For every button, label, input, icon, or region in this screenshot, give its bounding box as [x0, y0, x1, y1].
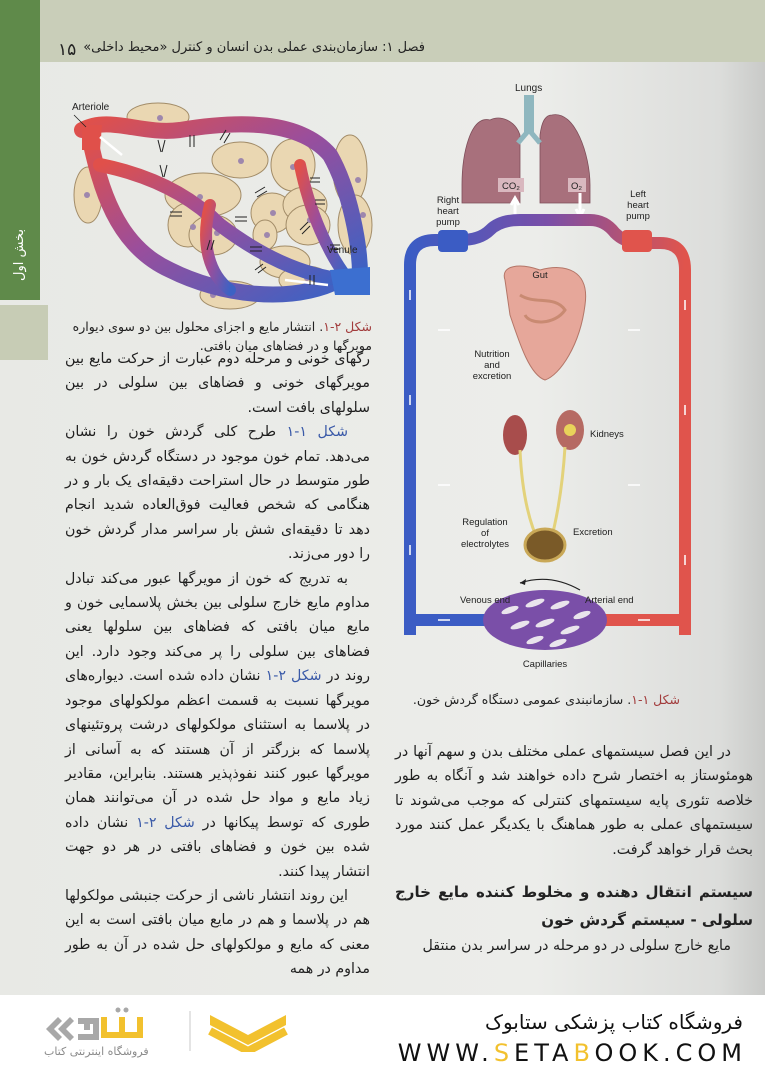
kidneys-label: Kidneys [590, 429, 624, 440]
figure-reference[interactable]: شکل ۲-۱ [265, 668, 322, 685]
setabook-logo[interactable] [38, 1007, 298, 1072]
figure-1-2-caption: شکل ۲-۱. انتشار مایع و اجزای محلول بین دو سوی دیواره مویرگها و در فضاهای میان بافتی. [72, 319, 372, 353]
store-title: فروشگاه کتاب پزشکی ستابوک [485, 1010, 743, 1034]
capillaries-label: Capillaries [522, 659, 568, 670]
arteriole-label: Arteriole [72, 102, 110, 113]
running-head: فصل ۱: سازمان‌بندی عملی بدن انسان و کنترل «محیط داخلی» [83, 40, 425, 55]
paragraph: در این فصل سیستمهای عملی مختلف بدن و سهم آنها در هومئوستاز به اختصار شرح داده خواهند شد و آنگاه به طور خلاصه تئوری پایه سیستمهای کنترلی که موجب می‌شوند تا سیستمهای عملی به طور هماهنگ با یکدیگر عمل کنند مورد بحث قرار خواهد گرفت. [395, 744, 753, 858]
excretion-label: Excretion [573, 527, 613, 538]
circulation-diagram [390, 75, 700, 685]
co2-label: CO₂ [502, 181, 520, 192]
venous-end-label: Venous end [460, 595, 511, 606]
left-heart-label-1: Left [630, 189, 646, 200]
svg-text:of: of [481, 528, 489, 539]
left-text-column [65, 347, 370, 982]
paragraph: شکل ۱-۱ طرح کلی گردش خون را نشان می‌دهد. تمام خون موجود در دستگاه گردش خون به طور متوسط در حال استراحت دقیقه‌ای یک بار و در هنگامی که شخص فعالیت فوق‌العاده شدید انجام دهد تا دقیقه‌ای شش بار سراسر مدار گردش خون را دور می‌زند. [65, 424, 370, 563]
o2-label: O₂ [571, 181, 583, 192]
page-number: ۱۵ [58, 40, 77, 60]
svg-text:heart: heart [627, 200, 649, 211]
svg-text:excretion: excretion [472, 371, 512, 382]
venule-label: Venule [327, 245, 358, 256]
figure-reference[interactable]: شکل ۲-۱ [136, 814, 195, 831]
gut-label: Gut [532, 270, 548, 281]
arterial-end-label: Arterial end [585, 595, 634, 606]
paragraph: مایع خارج سلولی در دو مرحله در سراسر بدن منتقل [422, 938, 731, 955]
section-heading: سیستم انتقال دهنده و مخلوط کننده مایع خارج سلولی - سیستم گردش خون [395, 883, 753, 930]
figure-reference[interactable]: شکل ۱-۱ [286, 424, 348, 441]
figure-capillary-exchange [60, 95, 375, 310]
figure-circulation [390, 75, 700, 685]
svg-text:pump: pump [626, 211, 650, 222]
paragraph: این روند انتشار ناشی از حرکت جنبشی مولکولها هم در پلاسما و هم در مایع میان بافتی است به این معنی که مایع و مولکولهای حل شده در آن به طور مداوم در همه [65, 887, 370, 978]
section-tab-label: بخش اول [12, 228, 27, 282]
store-url[interactable]: WWW.SETABOOK.COM [397, 1039, 747, 1067]
regulation-label: Regulation [462, 517, 508, 528]
section-tab-marker [0, 305, 48, 360]
store-footer-banner [0, 995, 765, 1080]
svg-text:electrolytes: electrolytes [460, 539, 510, 550]
logo-subtitle: فروشگاه اینترنتی کتاب [44, 1045, 149, 1058]
figure-1-1-label: شکل ۱-۱ [631, 692, 680, 707]
lungs-label: Lungs [515, 83, 543, 94]
right-text-column [395, 740, 753, 958]
right-heart-label-1: Right [436, 195, 460, 206]
capillary-diagram [60, 95, 375, 310]
svg-text:and: and [484, 360, 500, 371]
svg-text:pump: pump [436, 217, 460, 228]
figure-1-1-caption: شکل ۱-۱. سازمانبندی عمومی دستگاه گردش خون. [412, 692, 680, 707]
paragraph: به تدریج که خون از مویرگها عبور می‌کند تبادل مداوم مایع خارج سلولی بین بخش پلاسمایی خون و مایع میان بافتی که فضاهای بین سلولها یعنی فضاهای بین سلولی را پر می‌کند وجود دارد. این روند در شکل ۲-۱ نشان داده شده است. دیواره‌های مویرگها نسبت به قسمت اعظم مولکولهای موجود در پلاسما به استثنای مولکولهای درشت پروتئینهای پلاسما که بزرگتر از آن هستند که به آسانی از مویرگها عبور کنند نفوذپذیر هستند. بنابراین، مقادیر زیاد مایع و مواد حل شده در آن می‌توانند همان طوری که توسط پیکانها در شکل ۲-۱ نشان داده شده بین خون و فضاهای بافتی در هر دو جهت انتشار پیدا کنند. [65, 570, 370, 880]
figure-1-2-label: شکل ۲-۱ [323, 319, 372, 334]
nutrition-label: Nutrition [474, 349, 510, 360]
paragraph: رگهای خونی و مرحله دوم عبارت از حرکت مایع بین مویرگهای خونی و فضاهای بین سلولی در بین سلولهای بافت است. [65, 351, 370, 416]
svg-text:heart: heart [437, 206, 459, 217]
